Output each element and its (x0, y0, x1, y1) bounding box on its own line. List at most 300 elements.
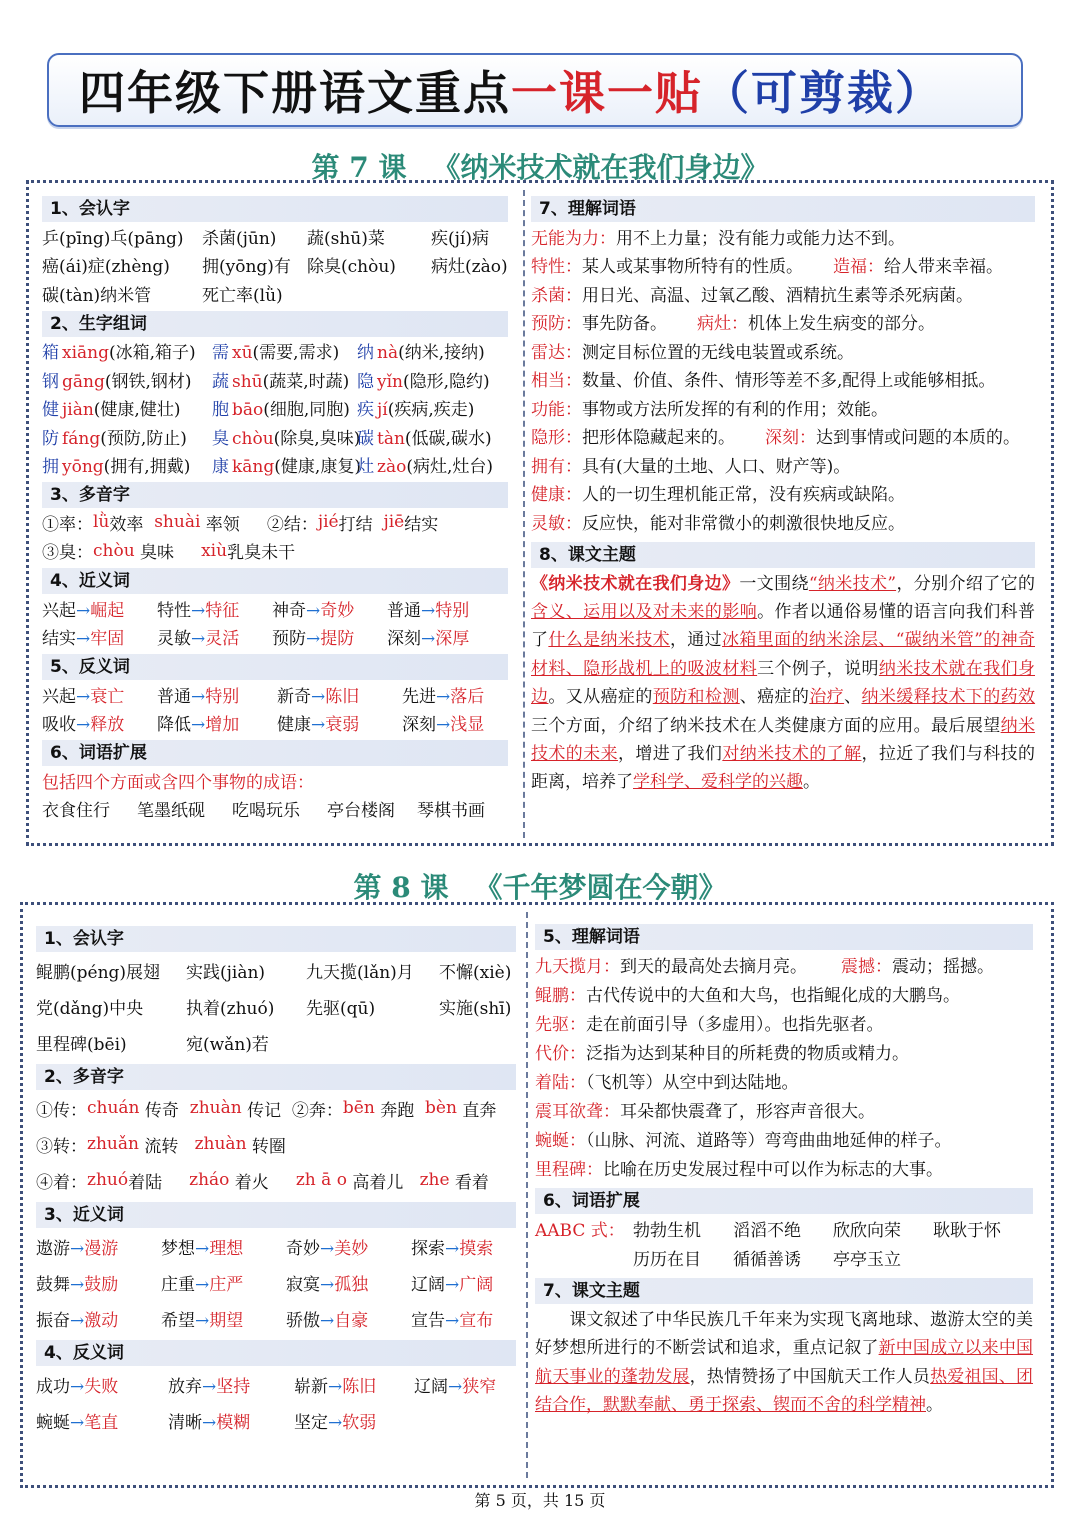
synonyms-word: 特性 (157, 600, 191, 621)
polyphones-segment: zhuó (87, 1170, 129, 1190)
recognize-chars-row (36, 1024, 516, 1060)
synonyms-target: 激动 (84, 1310, 119, 1331)
word-meanings-term: 特性： (531, 257, 582, 278)
section-theme: 8、课文主题 (531, 542, 1035, 568)
recognize-chars-row (42, 251, 508, 280)
antonyms-target: 衰亡 (90, 686, 125, 707)
word-meanings-row (531, 251, 1035, 280)
word-meanings-term: 拥有： (531, 456, 582, 477)
antonyms-pair (36, 1372, 168, 1397)
word-meanings-entry (535, 1097, 875, 1122)
polyphones-segment: ③臭： (42, 543, 93, 564)
antonyms-word: 辽阔 (414, 1376, 448, 1397)
recognize-chars-item: 九天揽(lǎn)月 (306, 962, 414, 983)
synonyms-word: 宣告 (411, 1310, 445, 1331)
antonyms-word: 新奇 (277, 686, 311, 707)
char-words-char: 蔬 (212, 371, 229, 392)
arrow-icon: → (191, 686, 206, 707)
word-meanings-term: 隐形： (531, 428, 582, 449)
antonyms-pair (168, 1372, 294, 1397)
word-expansion-item: 笔墨纸砚 (137, 801, 205, 822)
char-words-char: 臭 (212, 428, 229, 449)
char-words-entry (357, 338, 507, 363)
theme-paragraph-segment: 纳米缓释技术下的药效 (861, 687, 1036, 708)
polyphones-segment: 结实 (404, 514, 439, 535)
theme-paragraph-segment: ，分别介绍了它的 (896, 573, 1036, 594)
recognize-chars-row (36, 952, 516, 988)
word-meanings-term: 代价： (535, 1044, 586, 1064)
char-words-words: (纳米,接纳) (398, 343, 485, 364)
theme-paragraph-segment: 、癌症的 (739, 687, 810, 708)
char-words-entry (357, 452, 507, 477)
synonyms-pair (36, 1234, 161, 1259)
word-meanings-row (535, 1037, 1033, 1066)
synonyms-target: 灵活 (205, 629, 240, 650)
synonyms-target: 漫游 (84, 1238, 119, 1259)
antonyms-word: 崭新 (294, 1376, 328, 1397)
synonyms-word: 振奋 (36, 1310, 70, 1331)
word-expansion-row (535, 1243, 1033, 1272)
word-meanings-definition: 比喻在历史发展过程中可以作为标志的大事。 (603, 1160, 943, 1180)
word-expansion-item: 欣欣向荣 (833, 1221, 901, 1241)
lesson8-left-column (36, 926, 516, 1438)
word-meanings-definition: 达到事情或问题的本质的。 (816, 428, 1020, 449)
recognize-chars-item: 碳(tàn)纳米管 (42, 285, 152, 306)
word-expansion-item: 耿耿于怀 (933, 1221, 1001, 1241)
lesson8-name: 《千年梦圆在今朝》 (474, 871, 727, 904)
antonyms-word: 兴起 (42, 686, 76, 707)
arrow-icon: → (76, 600, 91, 621)
theme-paragraph-segment: 热爱祖国、团结合作，默默奉献、勇于探索、锲而不舍的科学精神 (535, 1366, 1034, 1416)
arrow-icon: → (191, 600, 206, 621)
section-synonyms: 4、近义词 (42, 568, 508, 594)
polyphones-segment: zháo (189, 1170, 230, 1190)
synonyms-row (42, 594, 508, 623)
polyphones-row (36, 1162, 516, 1198)
word-meanings-term: 着陆： (535, 1073, 586, 1093)
theme-paragraph-segment: 什么是纳米技术 (548, 630, 670, 651)
recognize-chars-item: 病灶(zào) (431, 257, 508, 278)
synonyms-target: 奇妙 (320, 600, 355, 621)
antonyms-word: 普通 (157, 686, 191, 707)
word-meanings-entry (535, 1155, 943, 1180)
word-meanings-term: 杀菌： (531, 285, 582, 306)
word-meanings-row (531, 507, 1035, 536)
char-words-entry (212, 367, 357, 392)
banner-title-red: 一课一贴 (511, 66, 703, 120)
antonyms-target: 笔直 (84, 1412, 119, 1433)
char-words-words: (拥有,拥戴) (103, 457, 191, 478)
lesson8-divider (526, 912, 528, 1478)
word-expansion-item: 亭亭玉立 (833, 1250, 901, 1270)
word-expansion-item: 滔滔不绝 (733, 1221, 801, 1241)
arrow-icon: → (195, 1310, 210, 1331)
recognize-chars-item: 党(dǎng)中央 (36, 998, 144, 1019)
synonyms-pair (36, 1270, 161, 1295)
theme-paragraph (535, 1306, 1033, 1420)
arrow-icon: → (306, 600, 321, 621)
polyphones-segment: 效率 (109, 514, 144, 535)
antonyms-target: 坚持 (216, 1376, 251, 1397)
char-words-pinyin: yǐn (377, 371, 403, 392)
synonyms-target: 自豪 (334, 1310, 369, 1331)
synonyms-row (36, 1228, 516, 1264)
arrow-icon: → (191, 629, 206, 650)
arrow-icon: → (191, 715, 206, 736)
polyphones-segment: ③转： (36, 1136, 87, 1157)
antonyms-pair (36, 1408, 168, 1433)
recognize-chars-item: 癌(ái)症(zhèng) (42, 257, 170, 278)
synonyms-row (36, 1264, 516, 1300)
antonyms-pair (277, 682, 402, 707)
word-meanings-entry (531, 366, 995, 391)
theme-paragraph-segment: ，增进了我们 (617, 743, 723, 764)
word-meanings-definition: （飞机等）从空中到达陆地。 (586, 1073, 799, 1093)
antonyms-pair (42, 710, 157, 735)
polyphones-segment: zhuǎn (87, 1134, 139, 1154)
polyphones-segment: zhuàn (189, 1098, 242, 1118)
word-meanings-definition: 具有(大量的土地、人口、财产等)。 (582, 456, 851, 477)
synonyms-word: 寂寞 (286, 1274, 320, 1295)
antonyms-row (42, 709, 508, 738)
word-meanings-row (535, 1008, 1033, 1037)
word-meanings-entry (535, 1039, 909, 1064)
arrow-icon: → (328, 1376, 343, 1397)
polyphones-segment: jié (317, 512, 339, 533)
char-words-entry (42, 395, 212, 420)
antonyms-target: 失败 (84, 1376, 119, 1397)
char-words-char: 碳 (357, 428, 374, 449)
recognize-chars-item: 杀菌(jūn) (202, 228, 277, 249)
word-meanings-entry (531, 452, 850, 477)
section-recognize-chars: 1、会认字 (36, 926, 516, 952)
char-words-words: (钢铁,钢材) (104, 371, 192, 392)
word-meanings-definition: （山脉、河流、道路等）弯弯曲曲地延伸的样子。 (586, 1131, 952, 1151)
word-meanings-term: 先驱： (535, 1015, 586, 1035)
char-words-pinyin: shū (232, 371, 263, 392)
theme-paragraph-segment: 。作者以通俗易懂的语言向我们科普了 (531, 601, 1036, 651)
synonyms-target: 摸索 (459, 1238, 494, 1259)
theme-paragraph-segment: 三个方面，介绍了纳米技术在人类健康方面的应用。最后展望 (531, 715, 1001, 736)
antonyms-pair (294, 1408, 414, 1433)
lesson7-name: 《纳米技术就在我们身边》 (432, 151, 769, 184)
polyphones-segment: lǜ (93, 512, 110, 533)
polyphones-row (36, 1090, 516, 1126)
arrow-icon: → (311, 686, 326, 707)
char-words-char: 防 (42, 428, 59, 449)
theme-paragraph-segment: ，通过 (669, 630, 723, 651)
theme-paragraph-segment: 。 (803, 772, 820, 793)
antonyms-target: 模糊 (216, 1412, 251, 1433)
antonyms-pair (402, 710, 502, 735)
synonyms-pair (161, 1270, 286, 1295)
arrow-icon: → (70, 1412, 85, 1433)
antonyms-pair (42, 682, 157, 707)
char-words-words: (病灶,灶台) (406, 457, 493, 478)
char-words-pinyin: gāng (62, 371, 105, 392)
arrow-icon: → (320, 1274, 335, 1295)
char-words-words: (冰箱,箱子) (109, 343, 196, 364)
synonyms-word: 希望 (161, 1310, 195, 1331)
antonyms-row (36, 1402, 516, 1438)
char-words-pinyin: bāo (232, 400, 264, 421)
word-meanings-term: 病灶： (697, 314, 748, 335)
word-expansion-item: 历历在目 (633, 1250, 701, 1270)
section-polyphones: 3、多音字 (42, 482, 508, 508)
word-expansion-item: 吃喝玩乐 (232, 801, 300, 822)
word-meanings-row (531, 279, 1035, 308)
antonyms-pair (414, 1372, 514, 1397)
arrow-icon: → (202, 1412, 217, 1433)
theme-paragraph-segment: ，拉近了我们与科技的距离，培养了 (531, 743, 1036, 793)
word-meanings-entry (531, 423, 735, 448)
polyphones-row (42, 537, 508, 566)
antonyms-pair (277, 710, 402, 735)
antonyms-pair (168, 1408, 294, 1433)
word-meanings-definition: 耳朵都快震聋了，形容声音很大。 (620, 1102, 875, 1122)
word-meanings-row (535, 1066, 1033, 1095)
char-words-entry (212, 395, 357, 420)
arrow-icon: → (311, 715, 326, 736)
arrow-icon: → (70, 1238, 85, 1259)
word-meanings-term: 震撼： (841, 957, 892, 977)
synonyms-word: 遨游 (36, 1238, 70, 1259)
word-meanings-row (531, 336, 1035, 365)
word-meanings-entry (531, 309, 667, 334)
word-meanings-definition: 人的一切生理机能正常，没有疾病或缺陷。 (582, 485, 905, 506)
char-words-pinyin: jiàn (62, 400, 94, 421)
synonyms-target: 牢固 (90, 629, 125, 650)
char-words-words: (疾病,疾走) (387, 400, 475, 421)
synonyms-pair (36, 1306, 161, 1331)
polyphones-segment: jiē (383, 512, 405, 533)
word-meanings-definition: 机体上发生病变的部分。 (748, 314, 935, 335)
polyphones-segment: chòu (93, 540, 135, 561)
lesson8-title (0, 866, 1080, 906)
banner-title (79, 57, 943, 123)
word-meanings-term: 无能为力： (531, 228, 616, 249)
char-words-entry (357, 424, 507, 449)
synonyms-word: 探索 (411, 1238, 445, 1259)
theme-paragraph-segment: 一文围绕 (739, 573, 809, 594)
polyphones-segment: zhe (419, 1170, 450, 1190)
polyphones-segment: 传记 ②奔： (241, 1100, 343, 1121)
synonyms-row (36, 1300, 516, 1336)
synonyms-word: 结实 (42, 629, 76, 650)
word-meanings-definition: 古代传说中的大鱼和大鸟，也指鲲化成的大鹏鸟。 (586, 986, 960, 1006)
char-words-pinyin: fáng (62, 428, 101, 449)
char-words-words: (低碳,碳水) (404, 428, 492, 449)
recognize-chars-item: 鲲鹏(péng)展翅 (36, 962, 161, 983)
char-words-char: 钢 (42, 371, 59, 392)
char-words-char: 隐 (357, 371, 374, 392)
char-words-char: 健 (42, 400, 59, 421)
char-words-entry (42, 367, 212, 392)
antonyms-target: 浅显 (450, 715, 485, 736)
word-meanings-row (531, 422, 1035, 451)
word-meanings-term: 功能： (531, 399, 582, 420)
synonyms-word: 神奇 (272, 600, 306, 621)
char-words-entry (357, 367, 507, 392)
char-words-pinyin: tàn (377, 428, 405, 449)
antonyms-word: 降低 (157, 715, 191, 736)
recognize-chars-item: 除臭(chòu) (307, 257, 396, 278)
synonyms-row (42, 623, 508, 652)
theme-paragraph-segment: 、 (844, 687, 862, 708)
polyphones-segment: bēn (342, 1098, 375, 1118)
synonyms-target: 孤独 (334, 1274, 369, 1295)
synonyms-word: 辽阔 (411, 1274, 445, 1295)
lesson7-left-column (42, 196, 508, 823)
synonyms-word: 深刻 (387, 629, 421, 650)
word-expansion-note: 包括四个方面或含四个事物的成语： (42, 772, 314, 793)
word-meanings-entry (535, 1126, 952, 1151)
lesson8-right-column (535, 924, 1033, 1420)
polyphones-segment: 直奔 (456, 1100, 497, 1121)
word-expansion-item: 琴棋书画 (417, 801, 485, 822)
word-meanings-entry (765, 423, 1020, 448)
polyphones-segment: 奔跑 (374, 1100, 426, 1121)
word-meanings-term: 里程碑： (535, 1160, 603, 1180)
banner-title-black: 四年级下册语文重点 (79, 66, 511, 120)
char-words-entry (212, 338, 357, 363)
theme-paragraph-segment: 纳米技术就在我们身边 (531, 658, 1036, 708)
synonyms-target: 期望 (209, 1310, 244, 1331)
char-words-words: (健康,健壮) (93, 400, 181, 421)
char-words-pinyin: jí (377, 400, 388, 421)
theme-paragraph-segment: 含义、运用以及对未来的影响 (531, 601, 758, 622)
theme-paragraph (531, 570, 1035, 797)
synonyms-pair (387, 624, 502, 649)
arrow-icon: → (195, 1274, 210, 1295)
word-meanings-term: 深刻： (765, 428, 816, 449)
synonyms-target: 广阔 (459, 1274, 494, 1295)
polyphones-segment: 臭味 (134, 543, 202, 564)
synonyms-word: 奇妙 (286, 1238, 320, 1259)
word-meanings-row (535, 979, 1033, 1008)
word-meanings-entry (535, 981, 960, 1006)
word-expansion-item: 循循善诱 (733, 1250, 801, 1270)
word-expansion-row (42, 795, 508, 824)
char-words-words: (预防,防止) (100, 428, 187, 449)
theme-paragraph-segment: “纳米技术” (808, 573, 897, 594)
polyphones-segment: 着陆 (128, 1172, 190, 1193)
polyphones-segment: 转圈 (246, 1136, 286, 1157)
synonyms-pair (161, 1306, 286, 1331)
char-words-entry (357, 395, 507, 420)
char-words-row (42, 337, 508, 366)
synonyms-pair (42, 624, 157, 649)
synonyms-pair (157, 596, 272, 621)
theme-paragraph-segment: 新中国成立以来中国航天事业的蓬勃发展 (535, 1338, 1034, 1387)
synonyms-word: 灵敏 (157, 629, 191, 650)
synonyms-word: 兴起 (42, 600, 76, 621)
arrow-icon: → (70, 1376, 85, 1397)
arrow-icon: → (306, 629, 321, 650)
word-meanings-definition: 用不上力量；没有能力或能力达不到。 (616, 228, 905, 249)
word-meanings-definition: 把形体隐藏起来的。 (582, 428, 735, 449)
theme-paragraph-segment: 对纳米技术的了解 (722, 743, 862, 764)
char-words-entry (212, 452, 361, 478)
word-meanings-row (531, 479, 1035, 508)
arrow-icon: → (445, 1310, 460, 1331)
polyphones-segment: zh ā o (295, 1170, 347, 1190)
theme-paragraph-segment: 课文叙述了中华民族几千年来为实现飞离地球、遨游太空的美好梦想所进行的不断尝试和追求，重点记叙了 (535, 1310, 1033, 1359)
synonyms-target: 理想 (209, 1238, 244, 1259)
recognize-chars-item: 宛(wǎn)若 (186, 1034, 269, 1055)
polyphones-segment: bèn (425, 1098, 457, 1118)
char-words-pinyin: kāng (232, 457, 275, 478)
antonyms-word: 深刻 (402, 715, 436, 736)
word-meanings-row (531, 222, 1035, 251)
recognize-chars-item: 执着(zhuó) (186, 998, 275, 1019)
antonyms-word: 先进 (402, 686, 436, 707)
char-words-char: 需 (212, 343, 229, 364)
char-words-entry (212, 424, 361, 449)
word-meanings-row (531, 393, 1035, 422)
antonyms-target: 增加 (205, 715, 240, 736)
theme-paragraph-segment: 《纳米技术就在我们身边》 (531, 573, 740, 594)
lesson8-number: 第 8 课 (353, 871, 449, 904)
synonyms-pair (272, 596, 387, 621)
char-words-row (42, 394, 508, 423)
word-meanings-definition: 用日光、高温、过氧乙酸、酒精抗生素等杀死病菌。 (582, 285, 973, 306)
theme-paragraph-segment: ，热情赞扬了中国航天工作人员 (689, 1366, 931, 1387)
antonyms-row (42, 680, 508, 709)
word-meanings-row (531, 308, 1035, 337)
arrow-icon: → (70, 1310, 85, 1331)
word-meanings-entry (531, 509, 905, 534)
char-words-entry (42, 452, 212, 477)
synonyms-pair (161, 1234, 286, 1259)
section-antonyms: 4、反义词 (36, 1340, 516, 1366)
word-expansion-item: 勃勃生机 (633, 1221, 701, 1241)
recognize-chars-row (42, 279, 508, 308)
recognize-chars-item: 蔬(shū)菜 (307, 228, 385, 249)
char-words-char: 疾 (357, 400, 374, 421)
polyphones-row (42, 508, 508, 537)
section-word-meanings: 7、理解词语 (531, 196, 1035, 222)
polyphones-segment: 看着 (449, 1172, 489, 1193)
word-expansion-item: 亭台楼阁 (327, 801, 395, 822)
antonyms-target: 狭窄 (462, 1376, 497, 1397)
section-antonyms: 5、反义词 (42, 654, 508, 680)
arrow-icon: → (421, 629, 436, 650)
synonyms-pair (42, 596, 157, 621)
word-meanings-row (535, 1124, 1033, 1153)
char-words-words: (蔬菜,时蔬) (262, 371, 350, 392)
char-words-entry (42, 338, 212, 363)
polyphones-segment: 流转 (138, 1136, 195, 1157)
word-meanings-term: 雷达： (531, 342, 582, 363)
polyphones-segment: ①率： (42, 514, 93, 535)
char-words-pinyin: xiāng (62, 343, 109, 364)
section-char-words: 2、生字组词 (42, 311, 508, 337)
word-meanings-definition: 测定目标位置的无线电装置或系统。 (582, 342, 854, 363)
word-meanings-definition: 到天的最高处去摘月亮。 (620, 957, 807, 977)
word-meanings-definition: 事物或方法所发挥的有利的作用；效能。 (582, 399, 888, 420)
polyphones-segment: ②结： (239, 514, 318, 535)
char-words-words: (细胞,同胞) (263, 400, 350, 421)
word-meanings-definition: 反应快，能对非常微小的刺激很快地反应。 (582, 513, 905, 534)
synonyms-pair (286, 1306, 411, 1331)
antonyms-pair (402, 682, 502, 707)
page-footer: 第 5 页，共 15 页 (474, 1491, 606, 1510)
synonyms-target: 庄严 (209, 1274, 244, 1295)
char-words-char: 拥 (42, 457, 59, 478)
synonyms-target: 提防 (320, 629, 355, 650)
word-meanings-entry (535, 1010, 884, 1035)
